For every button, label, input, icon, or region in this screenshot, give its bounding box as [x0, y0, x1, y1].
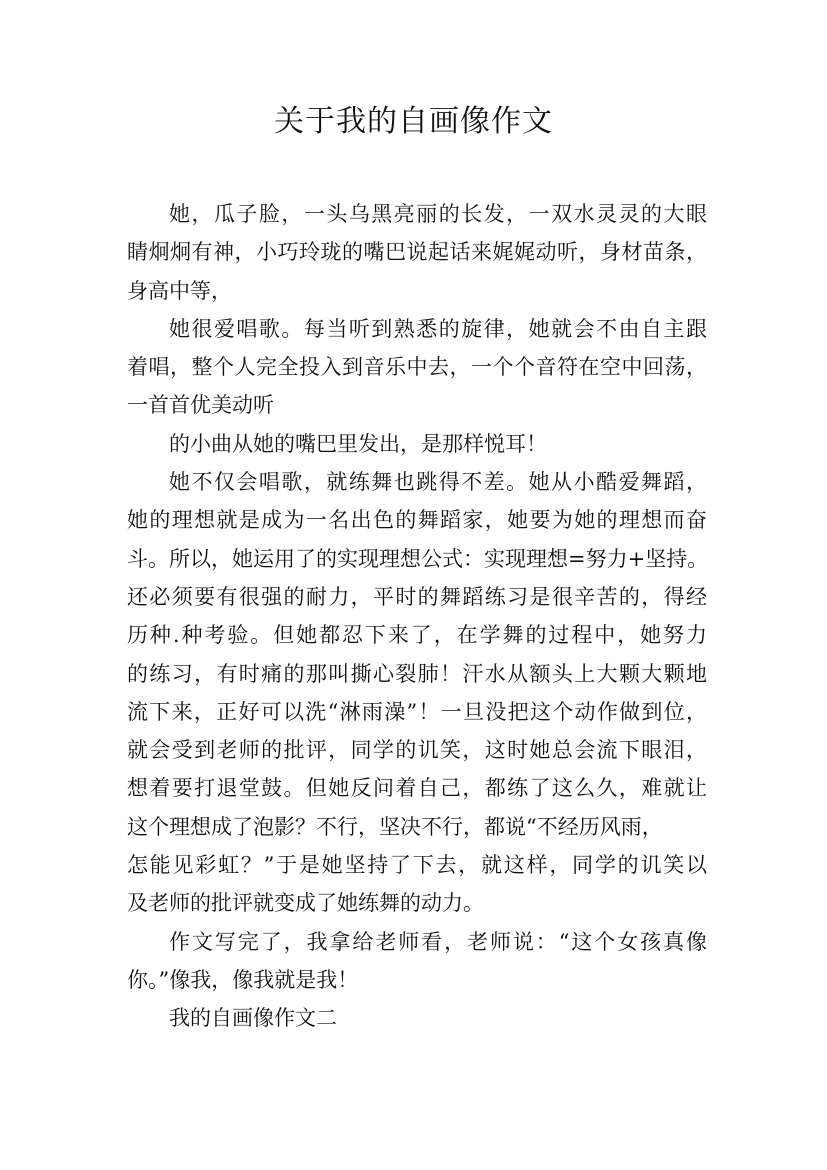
text-line: 作文写完了，我拿给老师看，老师说：“这个女孩真像 [169, 929, 707, 954]
text-line: 的练习，有时痛的那叫撕心裂肺！汗水从额头上大颗大颗地 [127, 661, 707, 686]
text-line: 还必须要有很强的耐力，平时的舞蹈练习是很辛苦的，得经 [127, 584, 707, 609]
text-line: 一首首优美动听 [127, 393, 274, 418]
text-line: 你。”像我，像我就是我！ [127, 967, 359, 992]
text-line: 流下来，正好可以洗“淋雨澡”！一旦没把这个动作做到位， [127, 699, 707, 724]
text-line: 就会受到老师的批评，同学的讥笑，这时她总会流下眼泪， [127, 738, 707, 763]
text-line: 睛炯炯有神，小巧玲珑的嘴巴说起话来娓娓动听，身材苗条， [127, 240, 707, 265]
text-line: 斗。所以，她运用了的实现理想公式：实现理想=努力+坚持。 [127, 546, 709, 571]
text-line: 怎能见彩虹？”于是她坚持了下去，就这样，同学的讥笑以 [127, 853, 707, 878]
text-line: 她不仅会唱歌，就练舞也跳得不差。她从小酷爱舞蹈， [169, 470, 707, 495]
section-heading: 我的自画像作文二 [169, 1006, 337, 1031]
text-line: 她，瓜子脸，一头乌黑亮丽的长发，一双水灵灵的大眼 [169, 202, 707, 226]
document-body [127, 195, 707, 1038]
text-line: 及老师的批评就变成了她练舞的动力。 [127, 891, 484, 916]
text-line: 身高中等， [127, 278, 232, 303]
document-title: 关于我的自画像作文 [274, 104, 553, 139]
text-line: 着唱，整个人完全投入到音乐中去，一个个音符在空中回荡， [127, 355, 707, 380]
text-line: 想着要打退堂鼓。但她反问着自己，都练了这么久，难就让 [127, 776, 707, 801]
text-line: 她的理想就是成为一名出色的舞蹈家，她要为她的理想而奋 [127, 508, 707, 533]
text-line: 历种.种考验。但她都忍下来了，在学舞的过程中，她努力 [127, 623, 707, 648]
text-line: 她很爱唱歌。每当听到熟悉的旋律，她就会不由自主跟 [169, 316, 707, 341]
text-line: 的小曲从她的嘴巴里发出，是那样悦耳！ [169, 431, 547, 456]
text-line: 这个理想成了泡影？不行，坚决不行，都说“不经历风雨， [127, 814, 663, 839]
